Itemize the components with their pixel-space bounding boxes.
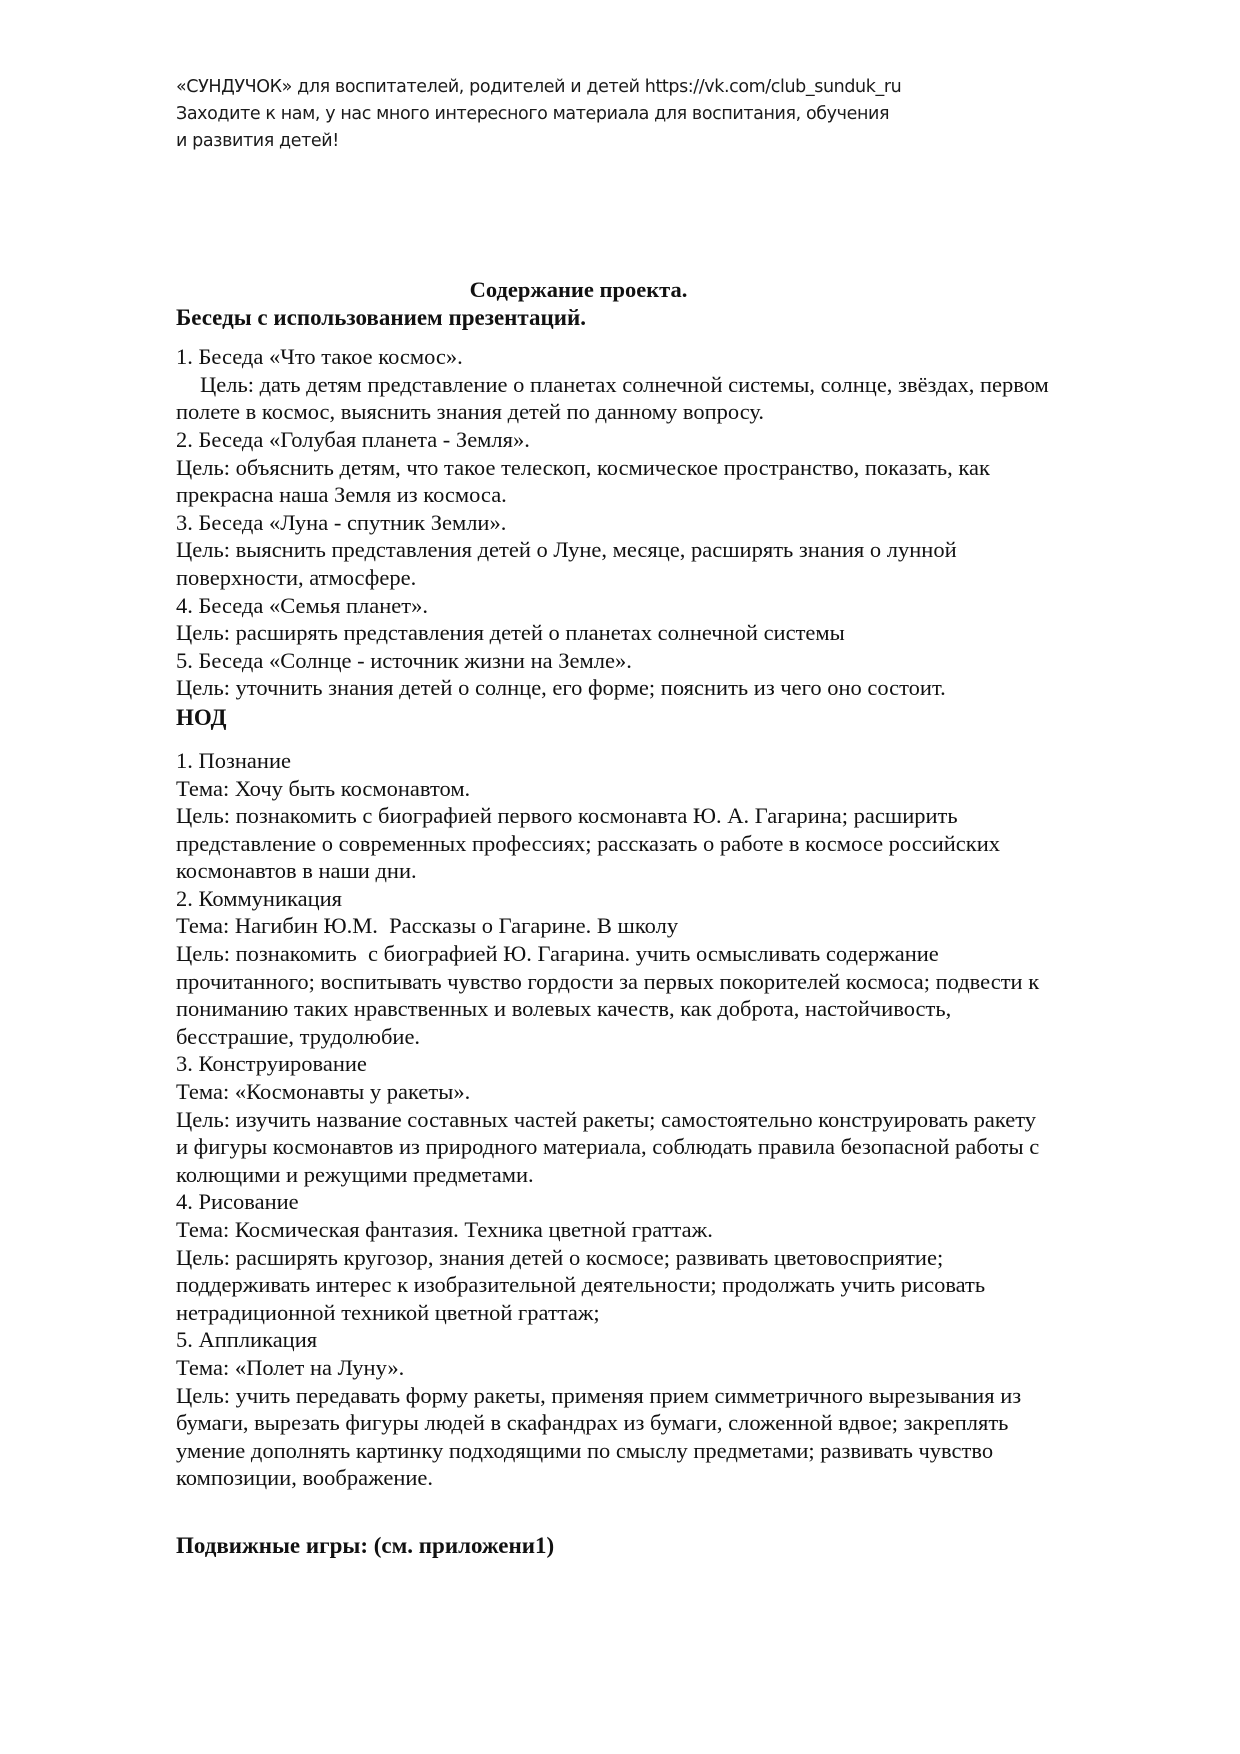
nod-heading: НОД [176, 704, 227, 730]
nod-item-title: 4. Рисование [176, 1189, 299, 1215]
nod-item-title: 2. Коммуникация [176, 885, 343, 911]
header-line: и развития детей! [176, 131, 339, 151]
nod-item-goal: умение дополнять картинку подходящими по смыслу предметами; развивать чувство [176, 1437, 994, 1463]
conversation-goal: Цель: уточнить знания детей о солнце, его форме; пояснить из чего оно состоит. [176, 675, 946, 701]
nod-item-goal: и фигуры космонавтов из природного материала, соблюдать правила безопасной работы с [176, 1134, 1040, 1160]
nod-item-theme: Тема: «Космонавты у ракеты». [176, 1079, 471, 1105]
nod-item-goal: прочитанного; воспитывать чувство гордости за первых покорителей космоса; подвести к [176, 968, 1040, 994]
conversation-goal: прекрасна наша Земля из космоса. [176, 482, 507, 508]
nod-item-theme: Тема: «Полет на Луну». [176, 1354, 405, 1380]
header-line: Заходите к нам, у нас много интересного материала для воспитания, обучения [176, 104, 890, 124]
nod-item-goal: Цель: познакомить с биографией Ю. Гагарина. учить осмысливать содержание [176, 941, 939, 967]
nod-item-title: 1. Познание [176, 747, 291, 773]
nod-item-theme: Тема: Нагибин Ю.М. Рассказы о Гагарине. В школу [176, 913, 679, 939]
conversation-goal: Цель: дать детям представление о планетах солнечной системы, солнце, звёздах, первом [200, 371, 1049, 397]
nod-item-goal: Цель: расширять кругозор, знания детей о космосе; развивать цветовосприятие; [176, 1244, 944, 1270]
nod-item-goal: Цель: учить передавать форму ракеты, применяя прием симметричного вырезывания из [176, 1382, 1022, 1408]
nod-item-goal: поддерживать интерес к изобразительной деятельности; продолжать учить рисовать [176, 1272, 986, 1298]
conversation-title: 5. Беседа «Солнце - источник жизни на Земле». [176, 647, 632, 673]
nod-item-goal: Цель: изучить название составных частей ракеты; самостоятельно конструировать ракету [176, 1106, 1036, 1132]
document-body [176, 276, 1156, 1560]
conversation-title: 4. Беседа «Семья планет». [176, 592, 428, 618]
nod-item-goal: Цель: познакомить с биографией первого космонавта Ю. А. Гагарина; расширить [176, 803, 958, 829]
conversation-goal: Цель: расширять представления детей о планетах солнечной системы [176, 620, 845, 646]
conversation-title: 2. Беседа «Голубая планета - Земля». [176, 426, 530, 452]
nod-item-goal: бумаги, вырезать фигуры людей в скафандрах из бумаги, сложенной вдвое; закреплять [176, 1410, 1009, 1436]
nod-item-theme: Тема: Хочу быть космонавтом. [176, 775, 471, 801]
document-title: Содержание проекта. [469, 277, 688, 302]
conversations-heading: Беседы с использованием презентаций. [176, 304, 586, 330]
nod-item-goal: нетрадиционной техникой цветной граттаж; [176, 1299, 600, 1325]
header-line: «СУНДУЧОК» для воспитателей, родителей и детей https://vk.com/club_sunduk_ru [176, 77, 902, 97]
conversation-title: 1. Беседа «Что такое космос». [176, 344, 463, 370]
nod-item-goal: представление о современных профессиях; рассказать о работе в космосе российских [176, 830, 1001, 856]
conversation-goal: поверхности, атмосфере. [176, 564, 417, 590]
conversation-goal: полете в космос, выяснить знания детей по данному вопросу. [176, 399, 765, 425]
nod-item-goal: пониманию таких нравственных и волевых качеств, как доброта, настойчивость, [176, 996, 952, 1022]
nod-item-goal: космонавтов в наши дни. [176, 858, 417, 884]
nod-item-title: 5. Аппликация [176, 1327, 318, 1353]
nod-item-goal: композиции, воображение. [176, 1465, 434, 1491]
nod-item-goal: колющими и режущими предметами. [176, 1161, 534, 1187]
nod-item-theme: Тема: Космическая фантазия. Техника цветной граттаж. [176, 1217, 713, 1242]
conversation-goal: Цель: объяснить детям, что такое телескоп, космическое пространство, показать, как [176, 454, 990, 480]
nod-item-goal: бесстрашие, трудолюбие. [176, 1023, 421, 1049]
games-heading: Подвижные игры: (см. приложени1) [176, 1532, 555, 1558]
conversation-title: 3. Беседа «Луна - спутник Земли». [176, 509, 507, 535]
conversation-goal: Цель: выяснить представления детей о Луне, месяце, расширять знания о лунной [176, 537, 957, 563]
site-header-note [176, 74, 1076, 155]
nod-item-title: 3. Конструирование [176, 1051, 367, 1077]
